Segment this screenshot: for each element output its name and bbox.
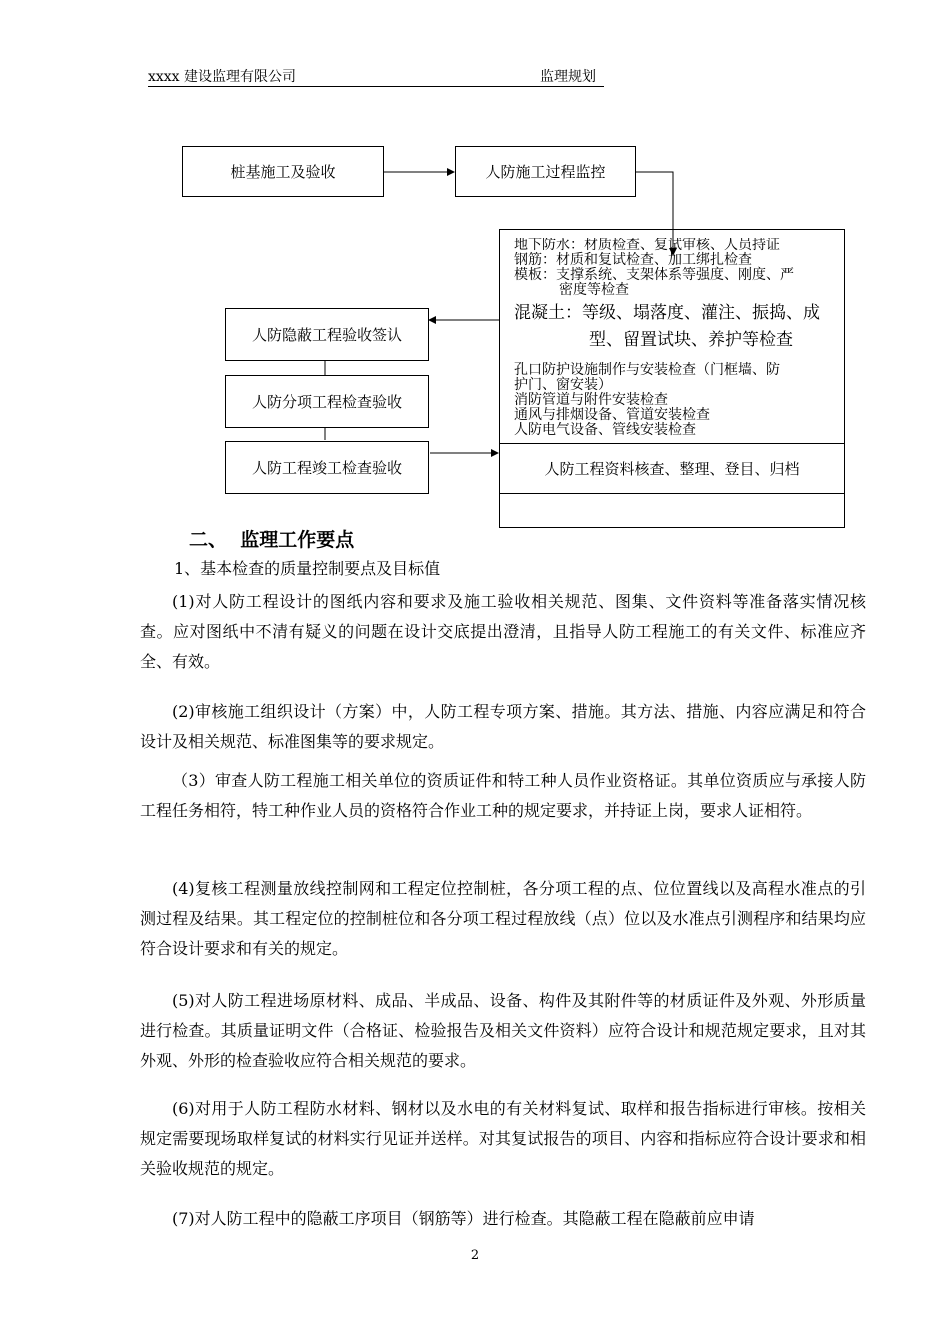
check-concrete-cont: 型、留置试块、养护等检查 bbox=[589, 330, 793, 350]
header-doc-title: 监理规划 bbox=[540, 69, 596, 85]
flow-box-process-monitor bbox=[455, 146, 636, 197]
flow-box-pile-label: 桩基施工及验收 bbox=[230, 163, 336, 181]
documents-bottom-divider bbox=[500, 493, 844, 494]
check-rebar: 钢筋：材质和复试检查、加工绑扎检查 bbox=[514, 252, 752, 268]
flow-box-pile bbox=[182, 146, 384, 197]
flow-box-completion-acceptance bbox=[225, 441, 429, 494]
check-items-text bbox=[514, 238, 840, 444]
flow-box-check-items bbox=[499, 229, 845, 528]
flow-box-hidden-acceptance bbox=[225, 308, 429, 361]
section-subtitle: 1、基本检查的质量控制要点及目标值 bbox=[174, 559, 441, 578]
paragraph-5: (5)对人防工程进场原材料、成品、半成品、设备、构件及其附件等的材质证件及外观、外形质量进行检查。其质量证明文件（合格证、检验报告及相关文件资料）应符合设计和规范规定要求，且对其外观、外形的检查验收应符合相关规范的要求。 bbox=[140, 991, 866, 1070]
flow-box-documents-label: 人防工程资料核查、整理、登目、归档 bbox=[544, 459, 800, 478]
check-electrical: 人防电气设备、管线安装检查 bbox=[514, 422, 696, 438]
check-fire: 消防管道与附件安装检查 bbox=[514, 392, 668, 408]
check-formwork: 模板：支撑系统、支架体系等强度、刚度、严 bbox=[514, 267, 794, 283]
flow-box-process-monitor-label: 人防施工过程监控 bbox=[485, 163, 606, 181]
check-waterproof: 地下防水：材质检查、复试审核、人员持证 bbox=[514, 238, 780, 253]
header-company: xxxx 建设监理有限公司 bbox=[148, 69, 297, 85]
section-title: 二、 监理工作要点 bbox=[189, 529, 355, 551]
check-formwork-cont: 密度等检查 bbox=[559, 282, 629, 298]
flow-box-documents bbox=[500, 443, 844, 493]
paragraph-4: (4)复核工程测量放线控制网和工程定位控制桩，各分项工程的点、位位置线以及高程水准点的引测过程及结果。其工程定位的控制桩位和各分项工程过程放线（点）位以及水准点引测程序和结果均应符合设计要求和有关的规定。 bbox=[140, 879, 866, 958]
paragraph-6: (6)对用于人防工程防水材料、钢材以及水电的有关材料复试、取样和报告指标进行审核。按相关规定需要现场取样复试的材料实行见证并送样。对其复试报告的项目、内容和指标应符合设计要求和相关验收规范的规定。 bbox=[140, 1099, 866, 1178]
check-ventilation: 通风与排烟设备、管道安装检查 bbox=[514, 407, 710, 423]
flow-box-hidden-acceptance-label: 人防隐蔽工程验收签认 bbox=[251, 326, 402, 344]
page-number: 2 bbox=[470, 1248, 480, 1263]
paragraph-1: (1)对人防工程设计的图纸内容和要求及施工验收相关规范、图集、文件资料等准备落实情况核查。应对图纸中不清有疑义的问题在设计交底提出澄清，且指导人防工程施工的有关文件、标准应齐全、有效。 bbox=[140, 592, 866, 671]
check-openings-cont: 护门、窗安装） bbox=[514, 377, 612, 393]
flow-box-subitem-acceptance-label: 人防分项工程检查验收 bbox=[251, 393, 402, 411]
flow-box-completion-acceptance-label: 人防工程竣工检查验收 bbox=[251, 459, 402, 477]
paragraph-7: (7)对人防工程中的隐蔽工序项目（钢筋等）进行检查。其隐蔽工程在隐蔽前应申请 bbox=[172, 1209, 755, 1228]
check-concrete: 混凝土：等级、塌落度、灌注、振捣、成 bbox=[514, 303, 820, 323]
paragraph-3: （3）审查人防工程施工相关单位的资质证件和特工种人员作业资格证。其单位资质应与承接人防工程任务相符，特工种作业人员的资格符合作业工种的规定要求，并持证上岗，要求人证相符。 bbox=[140, 771, 866, 820]
check-openings: 孔口防护设施制作与安装检查（门框墙、防 bbox=[514, 362, 780, 378]
paragraph-2: (2)审核施工组织设计（方案）中，人防工程专项方案、措施。其方法、措施、内容应满足和符合设计及相关规范、标准图集等的要求规定。 bbox=[140, 702, 866, 751]
flow-box-subitem-acceptance bbox=[225, 375, 429, 428]
